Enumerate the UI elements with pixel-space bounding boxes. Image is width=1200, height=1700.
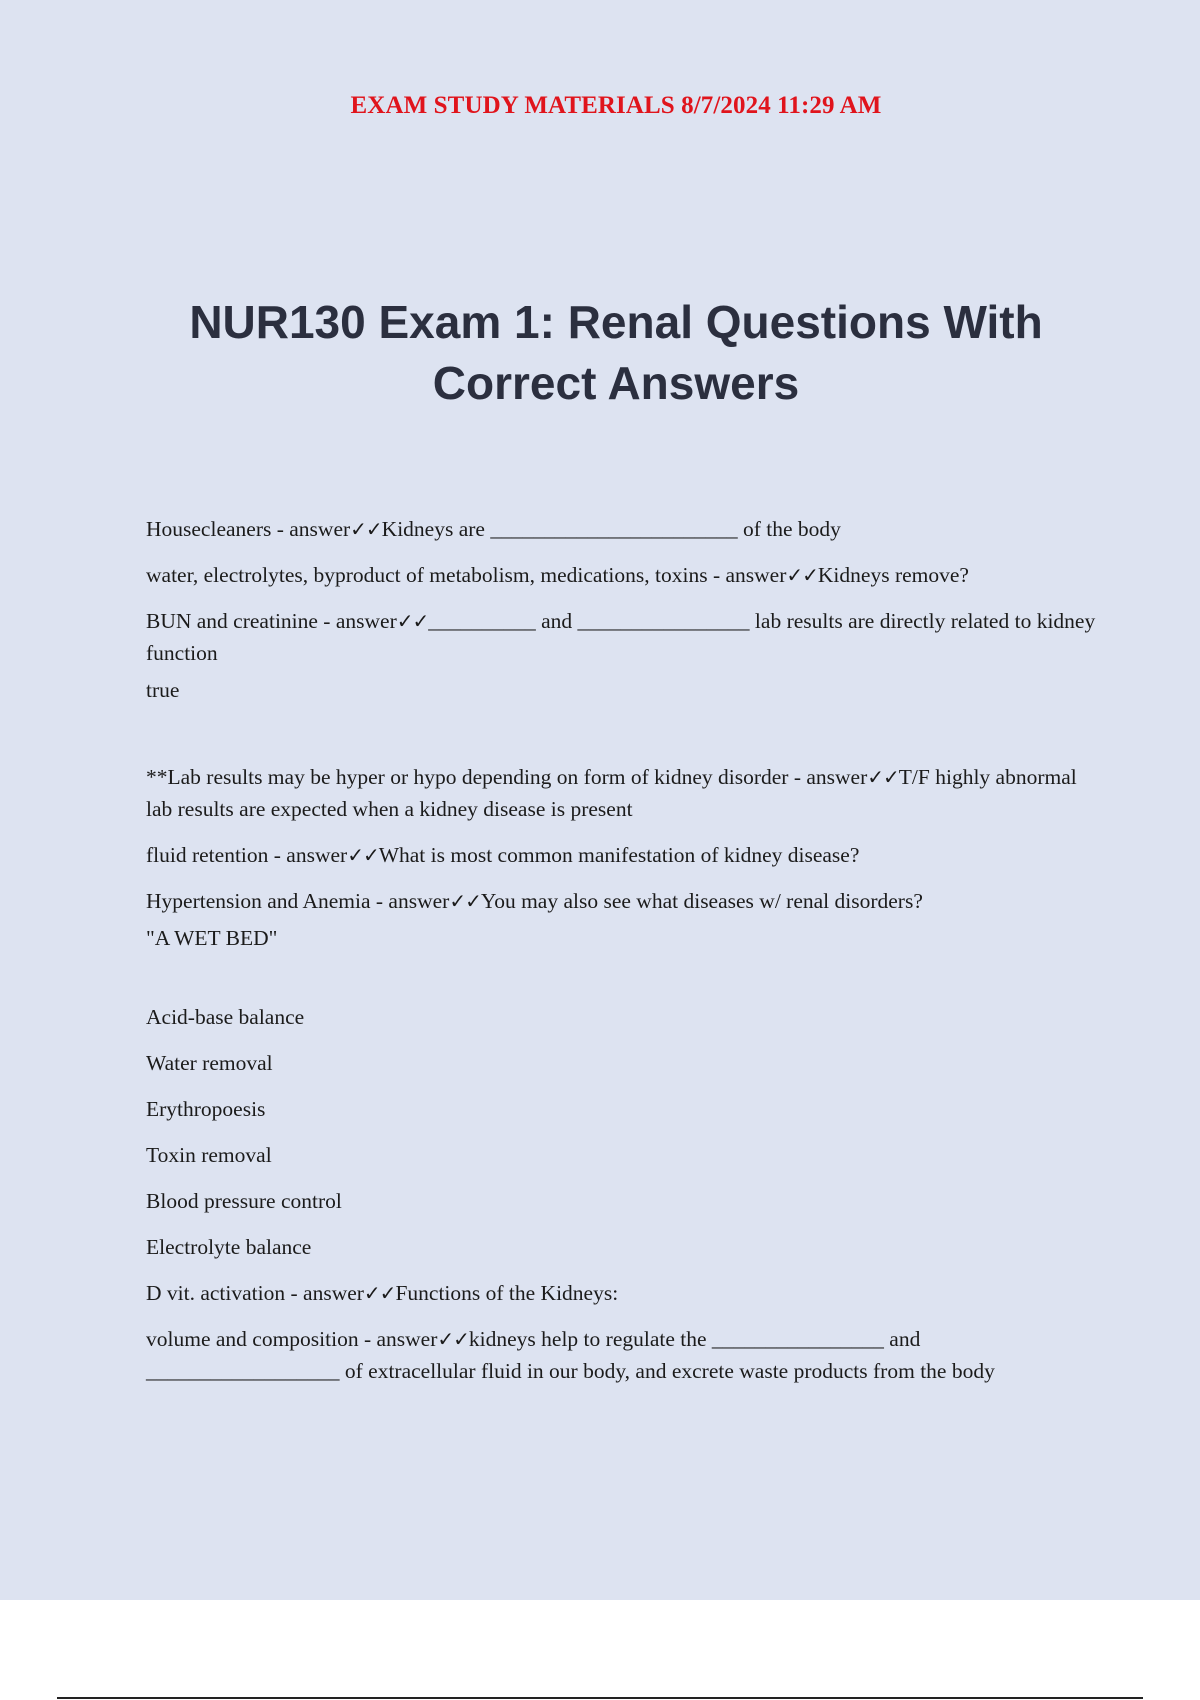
answer-text: water, electrolytes, byproduct of metabolism, medications, toxins - answer [146,563,787,587]
qa-item [146,761,1096,825]
double-check-icon: ✓✓ [786,563,818,587]
question-text: Functions of the Kidneys: [395,1281,619,1305]
question-text: T/F highly abnormal lab results are expected when a kidney disease is present [146,765,1077,821]
mnemonic-line: "A WET BED" [146,926,278,950]
footer-divider [57,1697,1143,1699]
question-text: __________ and ________________ lab results are directly related to kidney function [146,609,1096,665]
qa-item [146,513,1096,545]
blank-line [146,711,1096,761]
answer-text: Hypertension and Anemia - answer [146,889,450,913]
question-text: You may also see what diseases w/ renal disorders? [480,889,923,913]
document-body [146,513,1096,1401]
page-header: EXAM STUDY MATERIALS 8/7/2024 11:29 AM [350,92,882,119]
list-item: Water removal [146,1051,273,1075]
qa-item [146,1277,1096,1309]
double-check-icon: ✓✓ [363,1281,396,1305]
question-text: What is most common manifestation of kidney disease? [378,843,860,867]
list-item: Acid-base balance [146,1005,305,1029]
qa-item [146,1323,1096,1387]
list-item: Toxin removal [146,1143,272,1167]
double-check-icon: ✓✓ [449,889,481,913]
answer-text: **Lab results may be hyper or hypo depending on form of kidney disorder - answer [146,765,868,789]
question-text: kidneys help to regulate the ________________ and __________________ of extracellular fluid in our body, and excrete waste products from the body [146,1327,995,1383]
answer-text: Housecleaners - answer [146,517,351,541]
list-item: Electrolyte balance [146,1235,312,1259]
question-text: Kidneys remove? [817,563,969,587]
qa-item [146,839,1096,871]
answer-text: D vit. activation - answer [146,1281,364,1305]
blank-line [146,959,1096,1001]
list-item: Blood pressure control [146,1189,342,1213]
answer-text: fluid retention - answer [146,843,348,867]
qa-item [146,885,1096,917]
document-title: NUR130 Exam 1: Renal Questions With Correct Answers [189,296,1043,409]
list-item: Erythropoesis [146,1097,266,1121]
double-check-icon: ✓✓ [437,1327,469,1351]
answer-text: BUN and creatinine - answer [146,609,397,633]
answer-line: true [146,678,180,702]
question-text: Kidneys are _______________________ of the body [381,517,841,541]
double-check-icon: ✓✓ [350,517,382,541]
double-check-icon: ✓✓ [396,609,429,633]
answer-text: volume and composition - answer [146,1327,438,1351]
double-check-icon: ✓✓ [867,765,899,789]
double-check-icon: ✓✓ [347,843,379,867]
qa-item [146,605,1096,669]
qa-item [146,559,1096,591]
